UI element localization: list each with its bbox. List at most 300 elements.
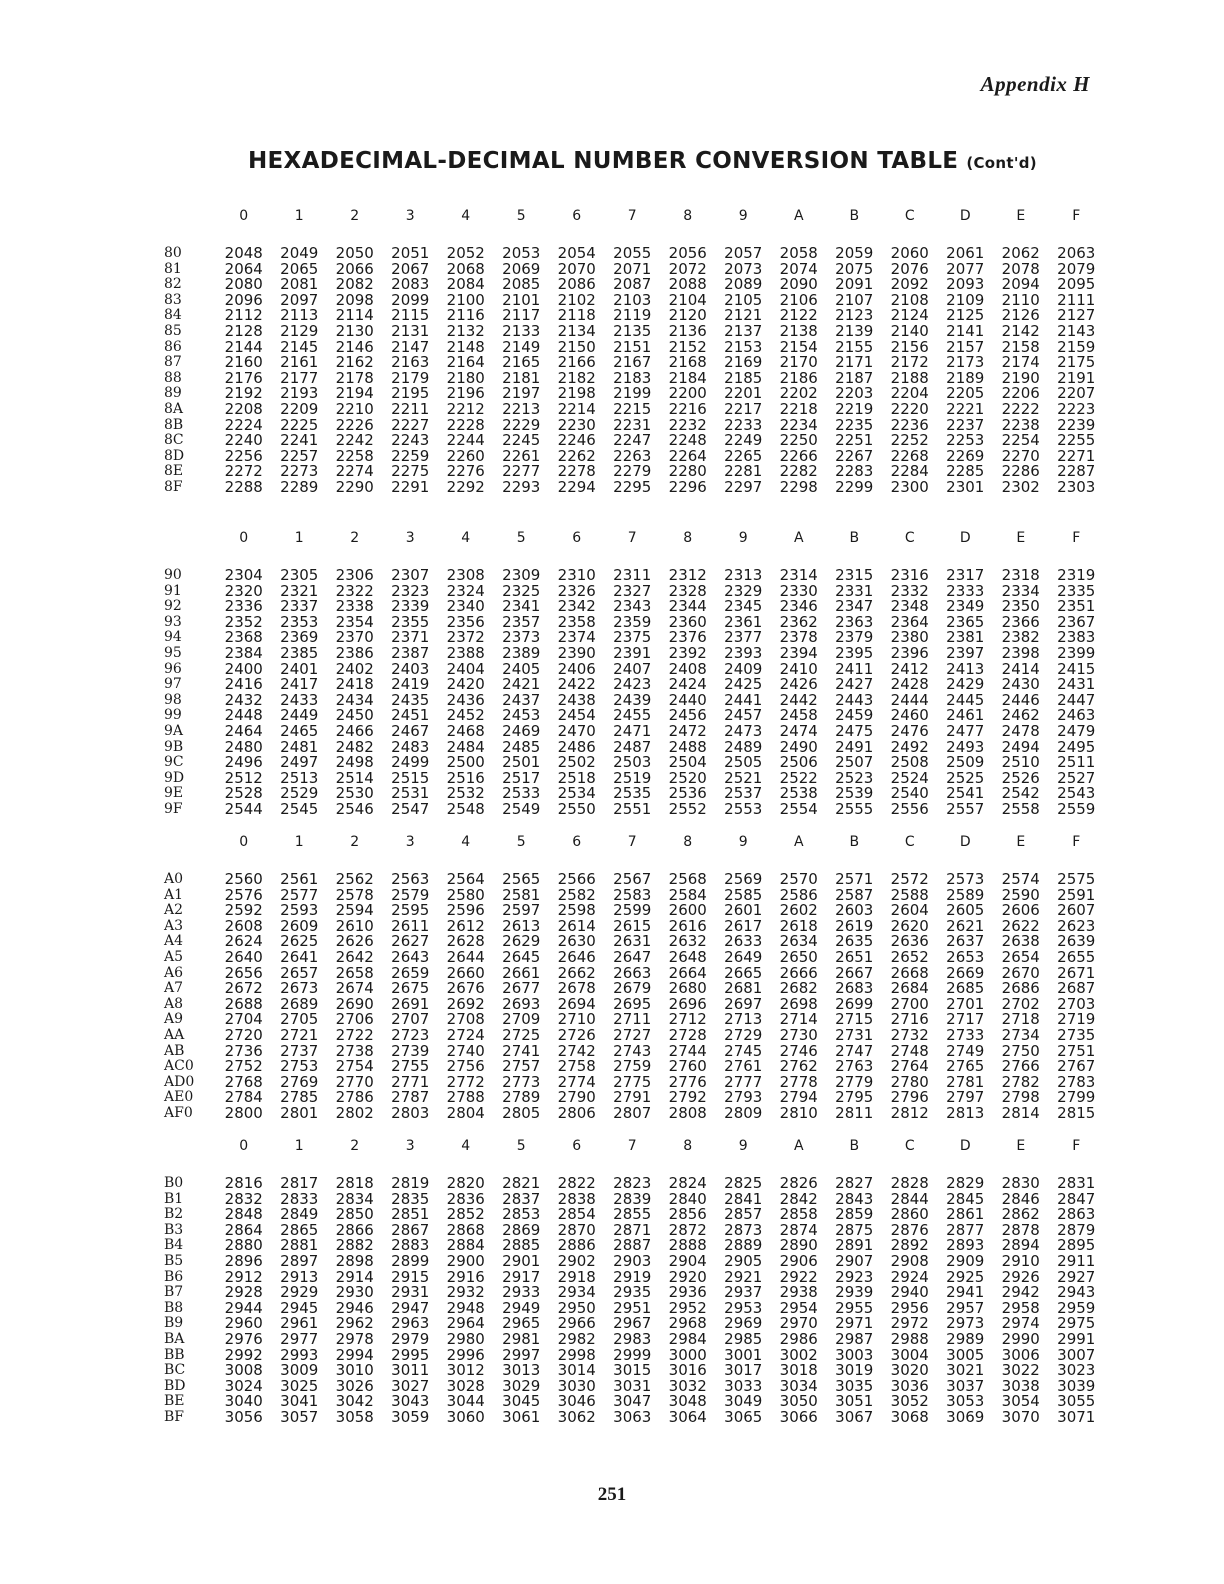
- table-cell: 2703: [1057, 994, 1096, 1013]
- table-cell: 2089: [724, 275, 763, 294]
- table-cell: 2101: [502, 290, 541, 309]
- table-cell: 2518: [557, 768, 596, 787]
- table-cell: 3047: [613, 1392, 652, 1411]
- table-cell: 2880: [224, 1236, 263, 1255]
- table-cell: 2173: [946, 353, 985, 372]
- table-cell: 2292: [446, 477, 485, 496]
- table-cell: 2891: [835, 1236, 874, 1255]
- table-cell: 2842: [779, 1189, 818, 1208]
- title-main: HEXADECIMAL-DECIMAL NUMBER CONVERSION TABLE: [248, 148, 959, 174]
- table-cell: 2793: [724, 1088, 763, 1107]
- table-cell: 2264: [668, 446, 707, 465]
- table-cell: 2929: [280, 1283, 319, 1302]
- table-cell: 2207: [1057, 384, 1096, 403]
- table-cell: 2549: [502, 799, 541, 818]
- table-cell: 2585: [724, 885, 763, 904]
- table-cell: 2618: [779, 916, 818, 935]
- table-cell: 2898: [335, 1251, 374, 1270]
- table-cell: 3030: [557, 1376, 596, 1395]
- column-header-row: [160, 834, 1115, 858]
- table-cell: 2669: [946, 963, 985, 982]
- table-cell: 2915: [391, 1267, 430, 1286]
- page-number: 251: [597, 1484, 627, 1505]
- table-cell: 2356: [446, 612, 485, 631]
- table-cell: 2601: [724, 901, 763, 920]
- table-cell: 2904: [668, 1251, 707, 1270]
- table-cell: 2185: [724, 368, 763, 387]
- table-cell: 2645: [502, 947, 541, 966]
- table-cell: 2103: [613, 290, 652, 309]
- table-cell: 2823: [613, 1174, 652, 1192]
- table-cell: 3010: [335, 1361, 374, 1380]
- table-cell: 2767: [1057, 1057, 1096, 1076]
- table-cell: 2962: [335, 1314, 374, 1333]
- table-cell: 2295: [613, 477, 652, 496]
- table-cell: 2385: [280, 643, 319, 662]
- row-label: A4: [164, 933, 184, 950]
- column-header: C: [904, 1138, 915, 1154]
- table-cell: 2072: [668, 259, 707, 278]
- table-cell: 2572: [890, 870, 929, 888]
- table-cell: 2958: [1001, 1298, 1040, 1317]
- table-cell: 2989: [946, 1329, 985, 1348]
- table-cell: 2376: [668, 628, 707, 647]
- table-cell: 2903: [613, 1251, 652, 1270]
- table-cell: 2442: [779, 690, 818, 709]
- table-cell: 2928: [224, 1283, 263, 1302]
- table-cell: 2863: [1057, 1205, 1096, 1224]
- table-cell: 2646: [557, 947, 596, 966]
- table-cell: 2069: [502, 259, 541, 278]
- table-cell: 2156: [890, 337, 929, 356]
- table-cell: 2812: [890, 1103, 929, 1122]
- table-cell: 2780: [890, 1072, 929, 1091]
- table-cell: 2946: [335, 1298, 374, 1317]
- table-cell: 2537: [724, 784, 763, 803]
- table-cell: 2715: [835, 1010, 874, 1029]
- table-cell: 2482: [335, 737, 374, 756]
- table-cell: 2764: [890, 1057, 929, 1076]
- table-cell: 2690: [335, 994, 374, 1013]
- table-cell: 3049: [724, 1392, 763, 1411]
- table-cell: 2446: [1001, 690, 1040, 709]
- table-cell: 2653: [946, 947, 985, 966]
- table-cell: 2924: [890, 1267, 929, 1286]
- table-cell: 2856: [668, 1205, 707, 1224]
- table-cell: 2624: [224, 932, 263, 951]
- table-row: [160, 1407, 1115, 1426]
- table-cell: 3068: [890, 1407, 929, 1426]
- column-header-spacer: [160, 1138, 216, 1162]
- table-cell: 2369: [280, 628, 319, 647]
- table-cell: 2178: [335, 368, 374, 387]
- table-cell: 2546: [335, 799, 374, 818]
- row-label: 85: [164, 322, 182, 339]
- table-cell: 2071: [613, 259, 652, 278]
- table-cell: 2429: [946, 675, 985, 694]
- table-cell: 2983: [613, 1329, 652, 1348]
- conversion-block-90: [160, 530, 1115, 818]
- table-cell: 2415: [1057, 659, 1096, 678]
- table-cell: 2783: [1057, 1072, 1096, 1091]
- table-cell: 2815: [1057, 1103, 1096, 1122]
- table-cell: 2227: [391, 415, 430, 434]
- row-label: BF: [164, 1408, 185, 1425]
- table-cell: 2505: [724, 753, 763, 772]
- table-cell: 2683: [835, 979, 874, 998]
- table-cell: 2083: [391, 275, 430, 294]
- table-cell: 2079: [1057, 259, 1096, 278]
- table-cell: 2310: [557, 566, 596, 584]
- table-cell: 2908: [890, 1251, 929, 1270]
- table-cell: 2077: [946, 259, 985, 278]
- table-cell: 3062: [557, 1407, 596, 1426]
- table-cell: 2092: [890, 275, 929, 294]
- table-cell: 2203: [835, 384, 874, 403]
- table-cell: 2501: [502, 753, 541, 772]
- table-cell: 2956: [890, 1298, 929, 1317]
- table-cell: 3060: [446, 1407, 485, 1426]
- table-cell: 2048: [224, 244, 263, 262]
- table-cell: 2428: [890, 675, 929, 694]
- table-cell: 3043: [391, 1392, 430, 1411]
- table-cell: 2870: [557, 1220, 596, 1239]
- row-label: B4: [164, 1237, 184, 1254]
- table-cell: 2900: [446, 1251, 485, 1270]
- table-cell: 2128: [224, 321, 263, 340]
- table-cell: 2730: [779, 1025, 818, 1044]
- table-cell: 2254: [1001, 431, 1040, 450]
- column-header: 6: [572, 530, 582, 546]
- table-cell: 2984: [668, 1329, 707, 1348]
- row-label: AD0: [164, 1073, 195, 1090]
- table-cell: 2940: [890, 1283, 929, 1302]
- table-cell: 2894: [1001, 1236, 1040, 1255]
- table-cell: 2288: [224, 477, 263, 496]
- table-cell: 2118: [557, 306, 596, 325]
- table-cell: 2581: [502, 885, 541, 904]
- table-cell: 2824: [668, 1174, 707, 1192]
- table-cell: 2848: [224, 1205, 263, 1224]
- table-cell: 2224: [224, 415, 263, 434]
- table-cell: 2395: [835, 643, 874, 662]
- table-cell: 2421: [502, 675, 541, 694]
- table-cell: 2090: [779, 275, 818, 294]
- table-cell: 2240: [224, 431, 263, 450]
- table-cell: 2657: [280, 963, 319, 982]
- table-cell: 2335: [1057, 581, 1096, 600]
- table-cell: 2141: [946, 321, 985, 340]
- table-cell: 2840: [668, 1189, 707, 1208]
- table-cell: 2933: [502, 1283, 541, 1302]
- table-cell: 2774: [557, 1072, 596, 1091]
- table-cell: 2134: [557, 321, 596, 340]
- table-cell: 2304: [224, 566, 263, 584]
- table-cell: 2545: [280, 799, 319, 818]
- table-cell: 2218: [779, 399, 818, 418]
- table-cell: 2534: [557, 784, 596, 803]
- table-cell: 2086: [557, 275, 596, 294]
- table-cell: 2211: [391, 399, 430, 418]
- column-header: F: [1072, 530, 1081, 546]
- table-cell: 2319: [1057, 566, 1096, 584]
- table-cell: 2589: [946, 885, 985, 904]
- table-cell: 2531: [391, 784, 430, 803]
- table-cell: 2834: [335, 1189, 374, 1208]
- table-cell: 3048: [668, 1392, 707, 1411]
- table-cell: 2284: [890, 462, 929, 481]
- table-cell: 2644: [446, 947, 485, 966]
- table-cell: 2078: [1001, 259, 1040, 278]
- table-cell: 2822: [557, 1174, 596, 1192]
- table-cell: 2062: [1001, 244, 1040, 262]
- table-cell: 2909: [946, 1251, 985, 1270]
- table-cell: 2702: [1001, 994, 1040, 1013]
- table-cell: 2693: [502, 994, 541, 1013]
- table-cell: 2884: [446, 1236, 485, 1255]
- table-cell: 3059: [391, 1407, 430, 1426]
- table-cell: 2262: [557, 446, 596, 465]
- table-cell: 2826: [779, 1174, 818, 1192]
- column-header-spacer: [160, 530, 216, 554]
- table-cell: 2371: [391, 628, 430, 647]
- table-cell: 2488: [668, 737, 707, 756]
- table-cell: 2712: [668, 1010, 707, 1029]
- table-cell: 2468: [446, 721, 485, 740]
- table-cell: 2562: [335, 870, 374, 888]
- table-cell: 2526: [1001, 768, 1040, 787]
- table-cell: 2253: [946, 431, 985, 450]
- table-cell: 2751: [1057, 1041, 1096, 1060]
- table-cell: 2649: [724, 947, 763, 966]
- table-cell: 3015: [613, 1361, 652, 1380]
- column-header: 9: [738, 1138, 748, 1154]
- table-cell: 2719: [1057, 1010, 1096, 1029]
- table-cell: 2602: [779, 901, 818, 920]
- table-cell: 2639: [1057, 932, 1096, 951]
- table-cell: 2348: [890, 597, 929, 616]
- table-cell: 2867: [391, 1220, 430, 1239]
- table-cell: 2746: [779, 1041, 818, 1060]
- row-label: 81: [164, 260, 182, 277]
- table-cell: 2238: [1001, 415, 1040, 434]
- table-cell: 2607: [1057, 901, 1096, 920]
- table-cell: 2536: [668, 784, 707, 803]
- table-cell: 2586: [779, 885, 818, 904]
- table-cell: 2959: [1057, 1298, 1096, 1317]
- table-cell: 2819: [391, 1174, 430, 1192]
- table-cell: 2093: [946, 275, 985, 294]
- table-cell: 2338: [335, 597, 374, 616]
- table-cell: 2364: [890, 612, 929, 631]
- table-cell: 2165: [502, 353, 541, 372]
- table-cell: 2458: [779, 706, 818, 725]
- table-cell: 2532: [446, 784, 485, 803]
- table-cell: 2558: [1001, 799, 1040, 818]
- table-cell: 2414: [1001, 659, 1040, 678]
- table-cell: 2814: [1001, 1103, 1040, 1122]
- row-label: 82: [164, 276, 182, 293]
- table-cell: 2881: [280, 1236, 319, 1255]
- table-cell: 2404: [446, 659, 485, 678]
- table-cell: 3050: [779, 1392, 818, 1411]
- table-cell: 2865: [280, 1220, 319, 1239]
- table-cell: 2687: [1057, 979, 1096, 998]
- table-cell: 2098: [335, 290, 374, 309]
- table-cell: 2535: [613, 784, 652, 803]
- table-cell: 2490: [779, 737, 818, 756]
- table-cell: 2902: [557, 1251, 596, 1270]
- table-cell: 2114: [335, 306, 374, 325]
- table-cell: 2942: [1001, 1283, 1040, 1302]
- row-label: AA: [164, 1026, 185, 1043]
- table-cell: 2355: [391, 612, 430, 631]
- table-cell: 2666: [779, 963, 818, 982]
- table-cell: 2817: [280, 1174, 319, 1192]
- table-cell: 2615: [613, 916, 652, 935]
- row-label: 9A: [164, 722, 184, 739]
- table-cell: 2498: [335, 753, 374, 772]
- table-cell: 3008: [224, 1361, 263, 1380]
- column-header: 9: [738, 208, 748, 224]
- table-cell: 2119: [613, 306, 652, 325]
- table-cell: 2975: [1057, 1314, 1096, 1333]
- table-cell: 2740: [446, 1041, 485, 1060]
- table-cell: 2559: [1057, 799, 1096, 818]
- table-cell: 2275: [391, 462, 430, 481]
- table-cell: 2806: [557, 1103, 596, 1122]
- table-cell: 2622: [1001, 916, 1040, 935]
- table-cell: 3011: [391, 1361, 430, 1380]
- table-cell: 2289: [280, 477, 319, 496]
- table-cell: 2957: [946, 1298, 985, 1317]
- table-cell: 2271: [1057, 446, 1096, 465]
- row-label: A9: [164, 1011, 184, 1028]
- table-cell: 2753: [280, 1057, 319, 1076]
- table-cell: 2752: [224, 1057, 263, 1076]
- table-cell: 2433: [280, 690, 319, 709]
- table-cell: 2353: [280, 612, 319, 631]
- table-cell: 2453: [502, 706, 541, 725]
- column-header: 3: [405, 834, 415, 850]
- row-label: 87: [164, 354, 182, 371]
- table-cell: 2444: [890, 690, 929, 709]
- column-header: 7: [627, 530, 637, 546]
- table-cell: 2671: [1057, 963, 1096, 982]
- table-cell: 2112: [224, 306, 263, 325]
- table-cell: 2287: [1057, 462, 1096, 481]
- table-cell: 2485: [502, 737, 541, 756]
- table-cell: 3044: [446, 1392, 485, 1411]
- row-label: 9D: [164, 769, 185, 786]
- table-cell: 2854: [557, 1205, 596, 1224]
- table-cell: 2571: [835, 870, 874, 888]
- table-cell: 2406: [557, 659, 596, 678]
- table-cell: 2259: [391, 446, 430, 465]
- table-cell: 2716: [890, 1010, 929, 1029]
- table-cell: 2533: [502, 784, 541, 803]
- table-cell: 2362: [779, 612, 818, 631]
- table-cell: 2147: [391, 337, 430, 356]
- table-cell: 2943: [1057, 1283, 1096, 1302]
- table-cell: 2463: [1057, 706, 1096, 725]
- table-cell: 2520: [668, 768, 707, 787]
- table-cell: 2132: [446, 321, 485, 340]
- table-cell: 2126: [1001, 306, 1040, 325]
- table-cell: 2150: [557, 337, 596, 356]
- table-cell: 2792: [668, 1088, 707, 1107]
- table-cell: 2757: [502, 1057, 541, 1076]
- table-cell: 2471: [613, 721, 652, 740]
- column-header: 4: [461, 208, 471, 224]
- table-cell: 2380: [890, 628, 929, 647]
- table-cell: 2326: [557, 581, 596, 600]
- table-cell: 2967: [613, 1314, 652, 1333]
- table-cell: 2321: [280, 581, 319, 600]
- table-cell: 2548: [446, 799, 485, 818]
- table-cell: 2074: [779, 259, 818, 278]
- table-cell: 2808: [668, 1103, 707, 1122]
- table-cell: 2070: [557, 259, 596, 278]
- table-cell: 2739: [391, 1041, 430, 1060]
- table-cell: 2462: [1001, 706, 1040, 725]
- table-cell: 2827: [835, 1174, 874, 1192]
- table-cell: 2377: [724, 628, 763, 647]
- table-cell: 2424: [668, 675, 707, 694]
- table-cell: 3063: [613, 1407, 652, 1426]
- table-cell: 2599: [613, 901, 652, 920]
- table-cell: 2926: [1001, 1267, 1040, 1286]
- table-cell: 2402: [335, 659, 374, 678]
- table-cell: 2109: [946, 290, 985, 309]
- table-cell: 2911: [1057, 1251, 1096, 1270]
- table-cell: 2541: [946, 784, 985, 803]
- table-cell: 2905: [724, 1251, 763, 1270]
- table-cell: 2596: [446, 901, 485, 920]
- table-cell: 2992: [224, 1345, 263, 1364]
- table-cell: 2456: [668, 706, 707, 725]
- table-cell: 2351: [1057, 597, 1096, 616]
- table-cell: 2222: [1001, 399, 1040, 418]
- table-cell: 2661: [502, 963, 541, 982]
- table-cell: 2611: [391, 916, 430, 935]
- table-cell: 2592: [224, 901, 263, 920]
- table-cell: 2695: [613, 994, 652, 1013]
- table-cell: 2717: [946, 1010, 985, 1029]
- table-cell: 2255: [1057, 431, 1096, 450]
- table-cell: 2593: [280, 901, 319, 920]
- table-cell: 2707: [391, 1010, 430, 1029]
- table-cell: 2913: [280, 1267, 319, 1286]
- table-cell: 2667: [835, 963, 874, 982]
- table-cell: 2082: [335, 275, 374, 294]
- table-cell: 2972: [890, 1314, 929, 1333]
- column-header: 0: [239, 834, 249, 850]
- table-cell: 3038: [1001, 1376, 1040, 1395]
- row-label: 91: [164, 582, 182, 599]
- table-cell: 2121: [724, 306, 763, 325]
- table-cell: 2500: [446, 753, 485, 772]
- table-cell: 2996: [446, 1345, 485, 1364]
- table-cell: 2329: [724, 581, 763, 600]
- table-cell: 2302: [1001, 477, 1040, 496]
- row-label: AE0: [164, 1089, 194, 1106]
- table-cell: 2778: [779, 1072, 818, 1091]
- table-cell: 2169: [724, 353, 763, 372]
- table-cell: 2159: [1057, 337, 1096, 356]
- row-label: BA: [164, 1330, 185, 1347]
- table-cell: 2391: [613, 643, 652, 662]
